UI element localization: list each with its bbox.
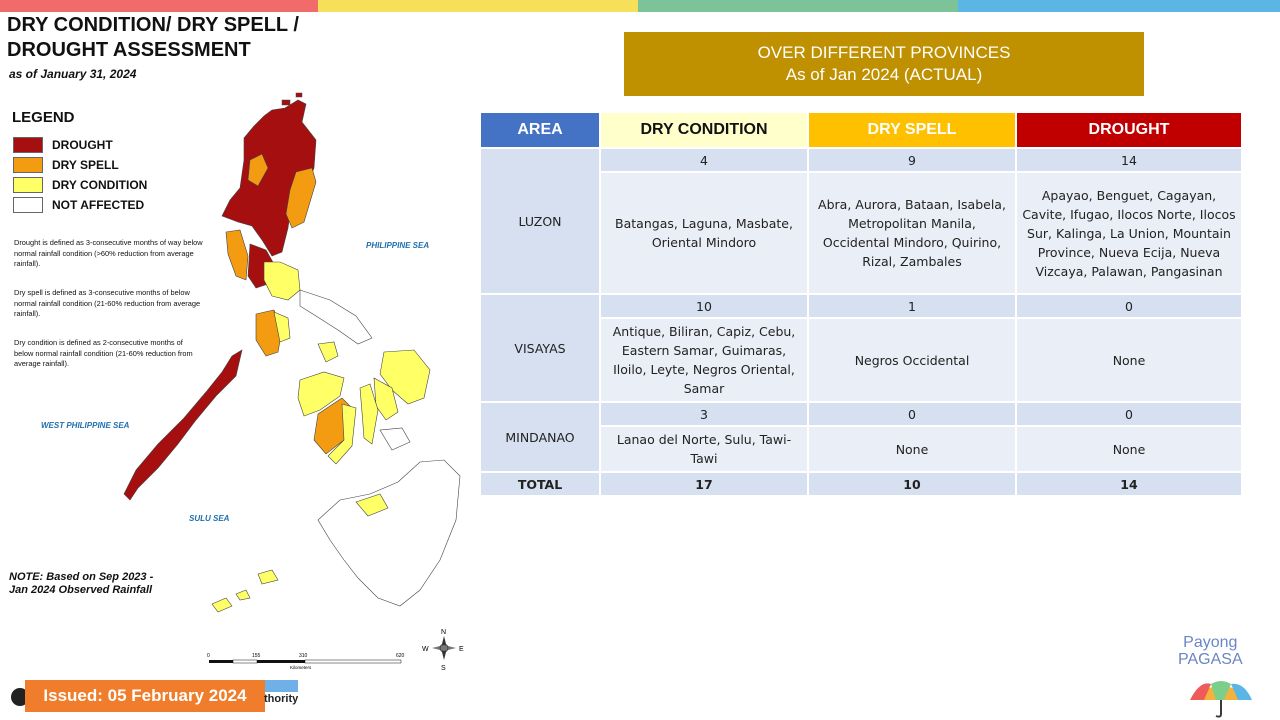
definition-dry-condition: Dry condition is defined as 2-consecutive months of below normal rainfall condition (21-60% reduction from average rainfall). [14, 338, 193, 368]
province-list-cell: None [808, 426, 1016, 472]
region-batanes [282, 100, 290, 105]
region-tawi-tawi-b [236, 590, 250, 600]
legend-label-drought: DROUGHT [52, 138, 113, 152]
west-philippine-sea-label: WEST PHILIPPINE SEA [41, 421, 130, 430]
region-southern-luzon [264, 262, 300, 300]
legend-swatch-dry-spell [13, 157, 43, 173]
region-mindanao [318, 460, 460, 606]
legend-label-dry-spell: DRY SPELL [52, 158, 119, 172]
province-list-cell: Negros Occidental [808, 318, 1016, 402]
table-row-mindanao-counts [480, 402, 1242, 426]
count-cell: 0 [1016, 294, 1242, 318]
legend-item-dry-condition [13, 175, 147, 195]
region-bicol [300, 290, 372, 344]
legend-item-dry-spell [13, 155, 147, 175]
table-row-total [480, 472, 1242, 496]
provinces-table [479, 111, 1243, 497]
area-cell-luzon: LUZON [480, 148, 600, 294]
payong-logo-line2: PAGASA [1178, 651, 1243, 668]
agency-logo-text: thority [264, 693, 299, 705]
total-value-cell: 14 [1016, 472, 1242, 496]
table-row-luzon-counts [480, 148, 1242, 172]
map-title [7, 13, 299, 63]
table-header-row [480, 112, 1242, 148]
scale-tick-310: 310 [299, 653, 308, 659]
count-cell: 9 [808, 148, 1016, 172]
scale-bar [207, 653, 405, 670]
compass-s: S [441, 665, 446, 672]
compass-w: W [422, 646, 429, 653]
table-header-box [624, 32, 1144, 96]
rainfall-note [9, 571, 189, 597]
legend-swatch-dry-condition [13, 177, 43, 193]
definition-dry-spell: Dry spell is defined as 3-consecutive months of below normal rainfall condition (21-60% reduction from average rainfall). [14, 288, 201, 318]
payong-logo-line1: Payong [1183, 634, 1238, 651]
compass-e: E [459, 646, 464, 653]
column-header-dry-spell: DRY SPELL [808, 112, 1016, 148]
region-zambales [226, 230, 248, 280]
count-cell: 10 [600, 294, 808, 318]
total-value-cell: 17 [600, 472, 808, 496]
province-list-cell: Antique, Biliran, Capiz, Cebu, Eastern Samar, Guimaras, Iloilo, Leyte, Negros Oriental, Samar [600, 318, 808, 402]
column-header-dry-condition: DRY CONDITION [600, 112, 808, 148]
count-cell: 14 [1016, 148, 1242, 172]
legend [13, 135, 147, 215]
region-palawan [124, 350, 242, 500]
legend-label-not-affected: NOT AFFECTED [52, 198, 145, 212]
province-list-cell: Apayao, Benguet, Cagayan, Cavite, Ifugao, Ilocos Norte, Ilocos Sur, Kalinga, La Union, Mountain Province, Nueva Ecija, Nueva Vizcaya, Palawan, Pangasinan [1016, 172, 1242, 294]
payong-pagasa-logo [1178, 634, 1243, 668]
province-list-cell: Lanao del Norte, Sulu, Tawi-Tawi [600, 426, 808, 472]
count-cell: 3 [600, 402, 808, 426]
legend-label-dry-condition: DRY CONDITION [52, 178, 148, 192]
scale-tick-155: 155 [252, 653, 261, 659]
count-cell: 4 [600, 148, 808, 172]
definition-drought: Drought is defined as 3-consecutive months of way below normal rainfall condition (>60% reduction from average rainfall). [14, 238, 203, 268]
rainfall-note-line2: Jan 2024 Observed Rainfall [9, 584, 153, 596]
province-list-cell: None [1016, 318, 1242, 402]
region-masbate [318, 342, 338, 362]
umbrella-icon [1186, 676, 1256, 718]
scale-unit: Kilometers [290, 665, 312, 670]
legend-item-drought [13, 135, 147, 155]
column-header-area: AREA [480, 112, 600, 148]
legend-item-not-affected [13, 195, 147, 215]
sulu-sea-label: SULU SEA [189, 514, 230, 523]
scale-tick-620: 620 [396, 653, 405, 659]
map-title-line2: DROUGHT ASSESSMENT [7, 39, 251, 61]
philippine-sea-label: PHILIPPINE SEA [366, 241, 430, 250]
region-bohol [380, 428, 410, 450]
province-list-cell: None [1016, 426, 1242, 472]
total-value-cell: 10 [808, 472, 1016, 496]
area-cell-visayas: VISAYAS [480, 294, 600, 402]
count-cell: 0 [1016, 402, 1242, 426]
table-header-line2: As of Jan 2024 (ACTUAL) [785, 65, 983, 84]
legend-title: LEGEND [12, 109, 75, 126]
province-list-cell: Abra, Aurora, Bataan, Isabela, Metropolitan Manila, Occidental Mindoro, Quirino, Rizal, Zambales [808, 172, 1016, 294]
compass-n: N [441, 629, 447, 636]
region-sulu [258, 570, 278, 584]
table-header-line1: OVER DIFFERENT PROVINCES [757, 43, 1011, 62]
column-header-drought: DROUGHT [1016, 112, 1242, 148]
region-batanes-b [296, 93, 302, 97]
total-label-cell: TOTAL [480, 472, 600, 496]
agency-logo-blue-mark [264, 680, 298, 692]
table-row-visayas-counts [480, 294, 1242, 318]
issued-date-banner: Issued: 05 February 2024 [25, 680, 265, 712]
rainfall-note-line1: NOTE: Based on Sep 2023 - [9, 571, 154, 583]
compass-rose-icon [422, 629, 464, 672]
scale-tick-0: 0 [207, 653, 210, 659]
legend-swatch-drought [13, 137, 43, 153]
legend-swatch-not-affected [13, 197, 43, 213]
area-cell-mindanao: MINDANAO [480, 402, 600, 472]
map-title-line1: DRY CONDITION/ DRY SPELL / [7, 14, 299, 36]
count-cell: 0 [808, 402, 1016, 426]
province-list-cell: Batangas, Laguna, Masbate, Oriental Mindoro [600, 172, 808, 294]
count-cell: 1 [808, 294, 1016, 318]
map-subtitle: as of January 31, 2024 [9, 67, 137, 81]
region-tawi-tawi [212, 598, 232, 612]
